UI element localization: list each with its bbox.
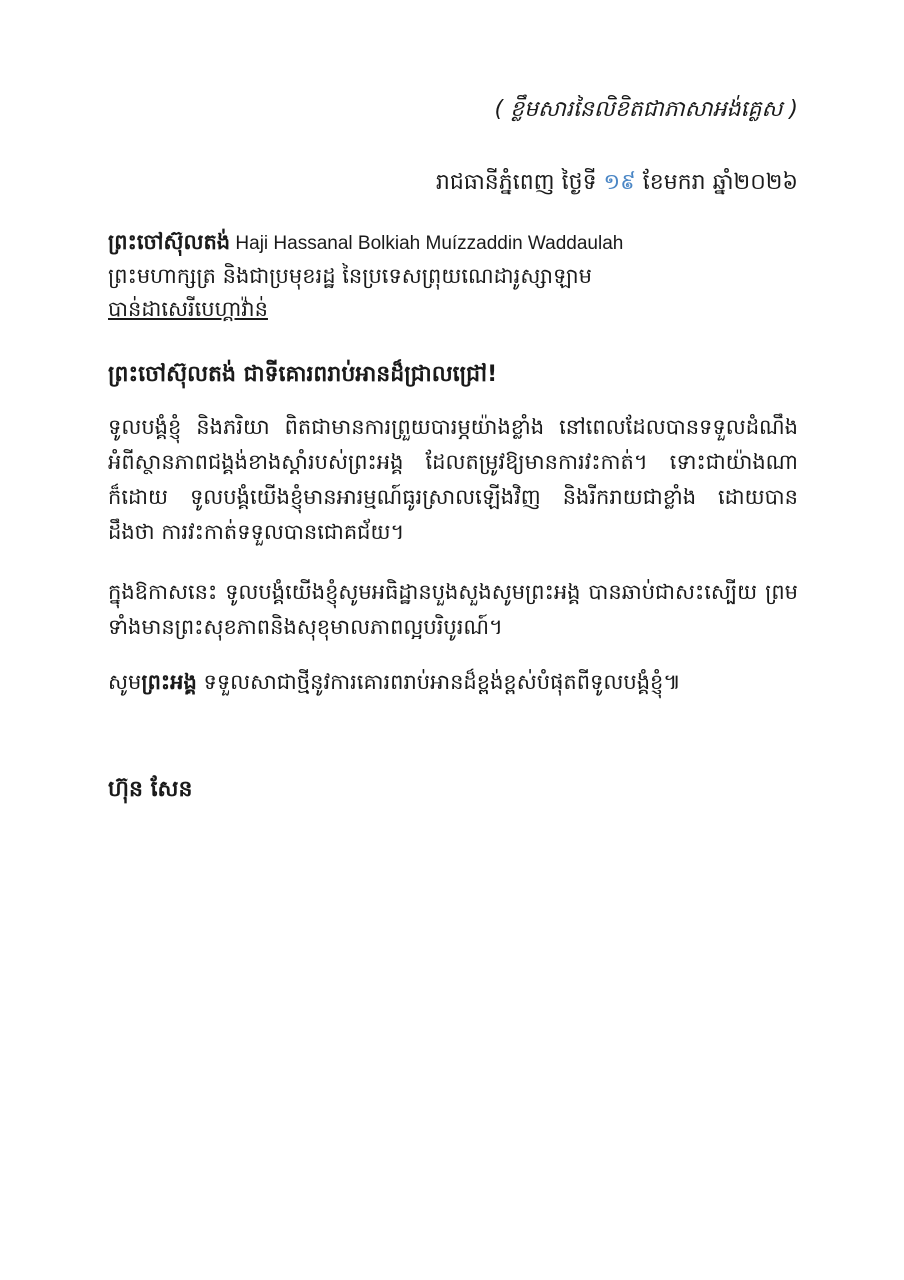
recipient-position: ព្រះមហាក្សត្រ និងជាប្រមុខរដ្ឋ នៃប្រទេសព្រុយណេដារូស្សាឡាម	[108, 264, 592, 288]
date-day: ១៩	[603, 170, 636, 195]
salutation: ព្រះចៅស៊ុលតង់ ជាទីគោរពរាប់អានដ៏ជ្រាលជ្រៅ!	[108, 362, 498, 387]
closing-suffix: ទទួលសាជាថ្មីនូវការគោរពរាប់អានដ៏ខ្ពង់ខ្ពស់បំផុតពីទូលបង្គំខ្ញុំ៕	[196, 670, 681, 694]
recipient-name-line	[108, 226, 798, 260]
signature-name: ហ៊ុន សែន	[108, 777, 193, 802]
recipient-block	[108, 226, 798, 326]
english-translation-note: ( ខ្លឹមសារនៃលិខិតជាភាសាអង់គ្លេស )	[494, 97, 798, 122]
recipient-city: បាន់ដាសេរីបេហ្គាវ៉ាន់	[108, 297, 268, 321]
body-paragraph-2: ក្នុងឱកាសនេះ ទូលបង្គំយើងខ្ញុំសូមអធិដ្ឋានបួងសួងសូមព្រះអង្គ បានឆាប់ជាសះស្បើយ ព្រមទាំងមានព្រះសុខភាពនិងសុខុមាលភាពល្អបរិបូរណ៍។	[108, 580, 798, 639]
date-suffix: ខែមករា ឆ្នាំ២០២៦	[635, 170, 798, 195]
body-paragraph-3	[108, 665, 798, 700]
recipient-title: ព្រះចៅស៊ុលតង់	[108, 230, 231, 254]
recipient-name: Haji Hassanal Bolkiah Muízzaddin Waddaulah	[230, 233, 624, 254]
closing-prefix: សូម	[108, 670, 142, 694]
place-and-date	[436, 168, 798, 200]
date-prefix: រាជធានីភ្នំពេញ ថ្ងៃទី	[435, 170, 604, 195]
closing-strong: ព្រះអង្គ	[141, 670, 197, 694]
body-paragraph-1: ទូលបង្គំខ្ញុំ និងភរិយា ពិតជាមានការព្រួយបារម្ភយ៉ាងខ្លាំង នៅពេលដែលបានទទួលដំណឹងអំពីស្ថានភាពជង្គង់ខាងស្តាំរបស់ព្រះអង្គ ដែលតម្រូវឱ្យមានការវះកាត់។ ទោះជាយ៉ាងណាក៏ដោយ ទូលបង្គំយើងខ្ញុំមានអារម្មណ៍ធូរស្រាលឡើងវិញ និងរីករាយជាខ្លាំង ដោយបានដឹងថា ការវះកាត់ទទួលបានជោគជ័យ។	[108, 415, 798, 544]
